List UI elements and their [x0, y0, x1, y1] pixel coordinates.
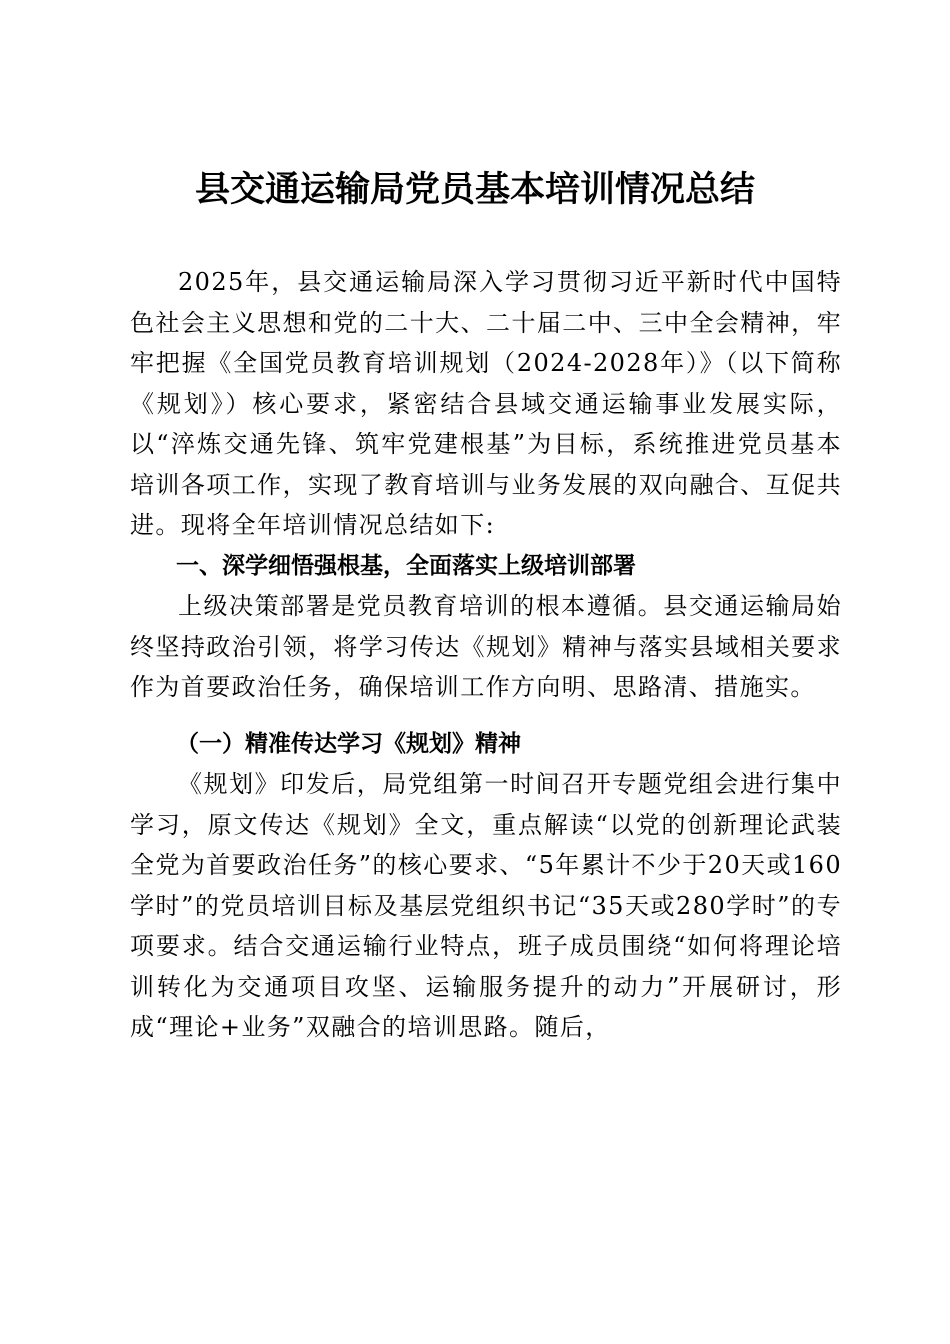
subsection-1-paragraph: 《规划》印发后，局党组第一时间召开专题党组会进行集中学习，原文传达《规划》全文，重点解读“以党的创新理论武装全党为首要政治任务”的核心要求、“5年累计不少于20天或160学时”的党员培训目标及基层党组织书记“35天或280学时”的专项要求。结合交通运输行业特点，班子成员围绕“如何将理论培训转化为交通项目攻坚、运输服务提升的动力”开展研讨，形成“理论+业务”双融合的培训思路。随后，	[130, 770, 842, 1041]
subsection-1-heading: （一）精准传达学习《规划》精神	[176, 729, 521, 757]
section-1-heading: 一、深学细悟强根基，全面落实上级培训部署	[176, 552, 636, 579]
section-1-paragraph: 上级决策部署是党员教育培训的根本遵循。县交通运输局始终坚持政治引领，将学习传达《规划》精神与落实县域相关要求作为首要政治任务，确保培训工作方向明、思路清、措施实。	[130, 592, 842, 701]
document-body	[130, 262, 842, 1048]
document-title: 县交通运输局党员基本培训情况总结	[194, 169, 755, 210]
intro-paragraph: 2025年，县交通运输局深入学习贯彻习近平新时代中国特色社会主义思想和党的二十大、二十届二中、三中全会精神，牢牢把握《全国党员教育培训规划（2024-2028年）》（以下简称《规划》）核心要求，紧密结合县域交通运输事业发展实际，以“淬炼交通先锋、筑牢党建根基”为目标，系统推进党员基本培训各项工作，实现了教育培训与业务发展的双向融合、互促共进。现将全年培训情况总结如下:	[130, 268, 842, 539]
